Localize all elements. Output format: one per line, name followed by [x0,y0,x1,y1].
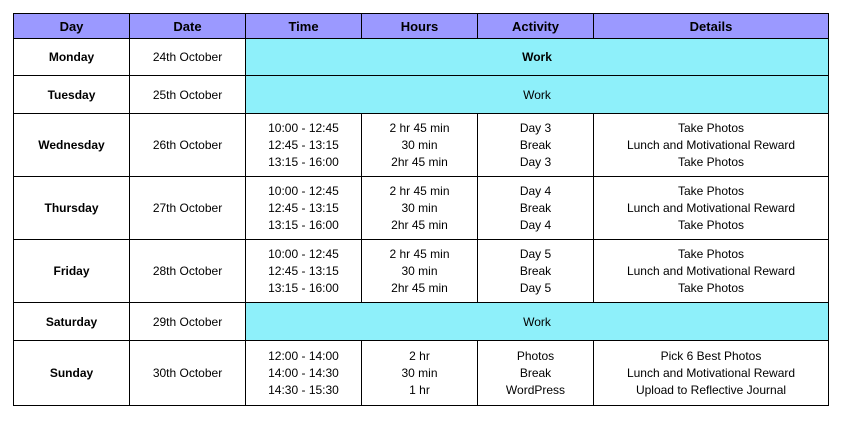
time-cell-line: 14:30 - 15:30 [268,382,339,397]
details-cell-line: Take Photos [677,120,745,135]
table-row [14,341,829,406]
header-activity: Activity [478,14,594,39]
activity-cell-line: Day 4 [519,217,552,232]
hours-cell-line: 2 hr 45 min [389,246,450,261]
hours-cell-line: 2hr 45 min [391,280,448,295]
time-cell-line: 14:00 - 14:30 [268,365,339,380]
date-cell: 29th October [130,303,246,341]
date-cell: 30th October [130,341,246,406]
table-row [14,39,829,76]
hours-cell [362,114,478,177]
work-cell: Work [246,39,829,76]
time-cell-line: 10:00 - 12:45 [268,120,339,135]
time-cell [246,177,362,240]
activity-cell-line: Break [519,200,552,215]
header-date: Date [130,14,246,39]
details-cell-line: Upload to Reflective Journal [635,382,787,397]
date-cell: 28th October [130,240,246,303]
details-cell [594,341,829,406]
time-cell [246,114,362,177]
hours-cell-line: 2 hr 45 min [389,183,450,198]
header-hours: Hours [362,14,478,39]
day-cell: Sunday [14,341,130,406]
activity-cell-line: Break [519,263,552,278]
date-cell: 24th October [130,39,246,76]
day-cell: Monday [14,39,130,76]
hours-cell [362,341,478,406]
activity-cell-line: Day 5 [519,280,552,295]
table-row [14,240,829,303]
activity-cell-line: Day 3 [519,154,552,169]
activity-cell-line: WordPress [505,382,566,397]
activity-cell-line: Photos [516,348,555,363]
day-cell: Wednesday [14,114,130,177]
time-cell-line: 13:15 - 16:00 [268,217,339,232]
activity-cell-line: Break [519,365,552,380]
activity-cell [478,114,594,177]
day-cell: Thursday [14,177,130,240]
time-cell-line: 10:00 - 12:45 [268,183,339,198]
activity-cell [478,240,594,303]
details-cell [594,240,829,303]
hours-cell-line: 2hr 45 min [391,217,448,232]
details-cell [594,177,829,240]
details-cell-line: Lunch and Motivational Reward [626,200,796,215]
hours-cell-line: 2 hr [409,348,430,363]
time-cell-line: 12:00 - 14:00 [268,348,339,363]
work-cell: Work [246,76,829,114]
schedule-table [13,13,829,406]
date-cell: 25th October [130,76,246,114]
header-row [14,14,829,39]
time-cell-line: 13:15 - 16:00 [268,280,339,295]
time-cell-line: 12:45 - 13:15 [268,263,339,278]
details-cell-line: Take Photos [677,246,745,261]
table-row [14,114,829,177]
date-cell: 26th October [130,114,246,177]
activity-cell [478,341,594,406]
time-cell [246,341,362,406]
time-cell-line: 12:45 - 13:15 [268,137,339,152]
details-cell-line: Pick 6 Best Photos [660,348,762,363]
details-cell-line: Lunch and Motivational Reward [626,263,796,278]
header-details: Details [594,14,829,39]
day-cell: Tuesday [14,76,130,114]
hours-cell-line: 1 hr [409,382,430,397]
details-cell-line: Take Photos [677,217,745,232]
hours-cell-line: 30 min [401,200,438,215]
details-cell-line: Lunch and Motivational Reward [626,365,796,380]
hours-cell-line: 30 min [401,137,438,152]
schedule-body [14,39,829,406]
activity-cell-line: Day 4 [519,183,552,198]
table-row [14,76,829,114]
time-cell-line: 10:00 - 12:45 [268,246,339,261]
header-day: Day [14,14,130,39]
details-cell-line: Take Photos [677,154,745,169]
hours-cell [362,177,478,240]
activity-cell-line: Day 5 [519,246,552,261]
activity-cell-line: Break [519,137,552,152]
hours-cell-line: 2hr 45 min [391,154,448,169]
time-cell-line: 13:15 - 16:00 [268,154,339,169]
hours-cell-line: 30 min [401,365,438,380]
table-row [14,303,829,341]
work-cell: Work [246,303,829,341]
hours-cell-line: 2 hr 45 min [389,120,450,135]
hours-cell-line: 30 min [401,263,438,278]
details-cell-line: Lunch and Motivational Reward [626,137,796,152]
day-cell: Friday [14,240,130,303]
time-cell [246,240,362,303]
date-cell: 27th October [130,177,246,240]
table-row [14,177,829,240]
hours-cell [362,240,478,303]
time-cell-line: 12:45 - 13:15 [268,200,339,215]
header-time: Time [246,14,362,39]
activity-cell [478,177,594,240]
details-cell-line: Take Photos [677,280,745,295]
activity-cell-line: Day 3 [519,120,552,135]
details-cell [594,114,829,177]
details-cell-line: Take Photos [677,183,745,198]
day-cell: Saturday [14,303,130,341]
